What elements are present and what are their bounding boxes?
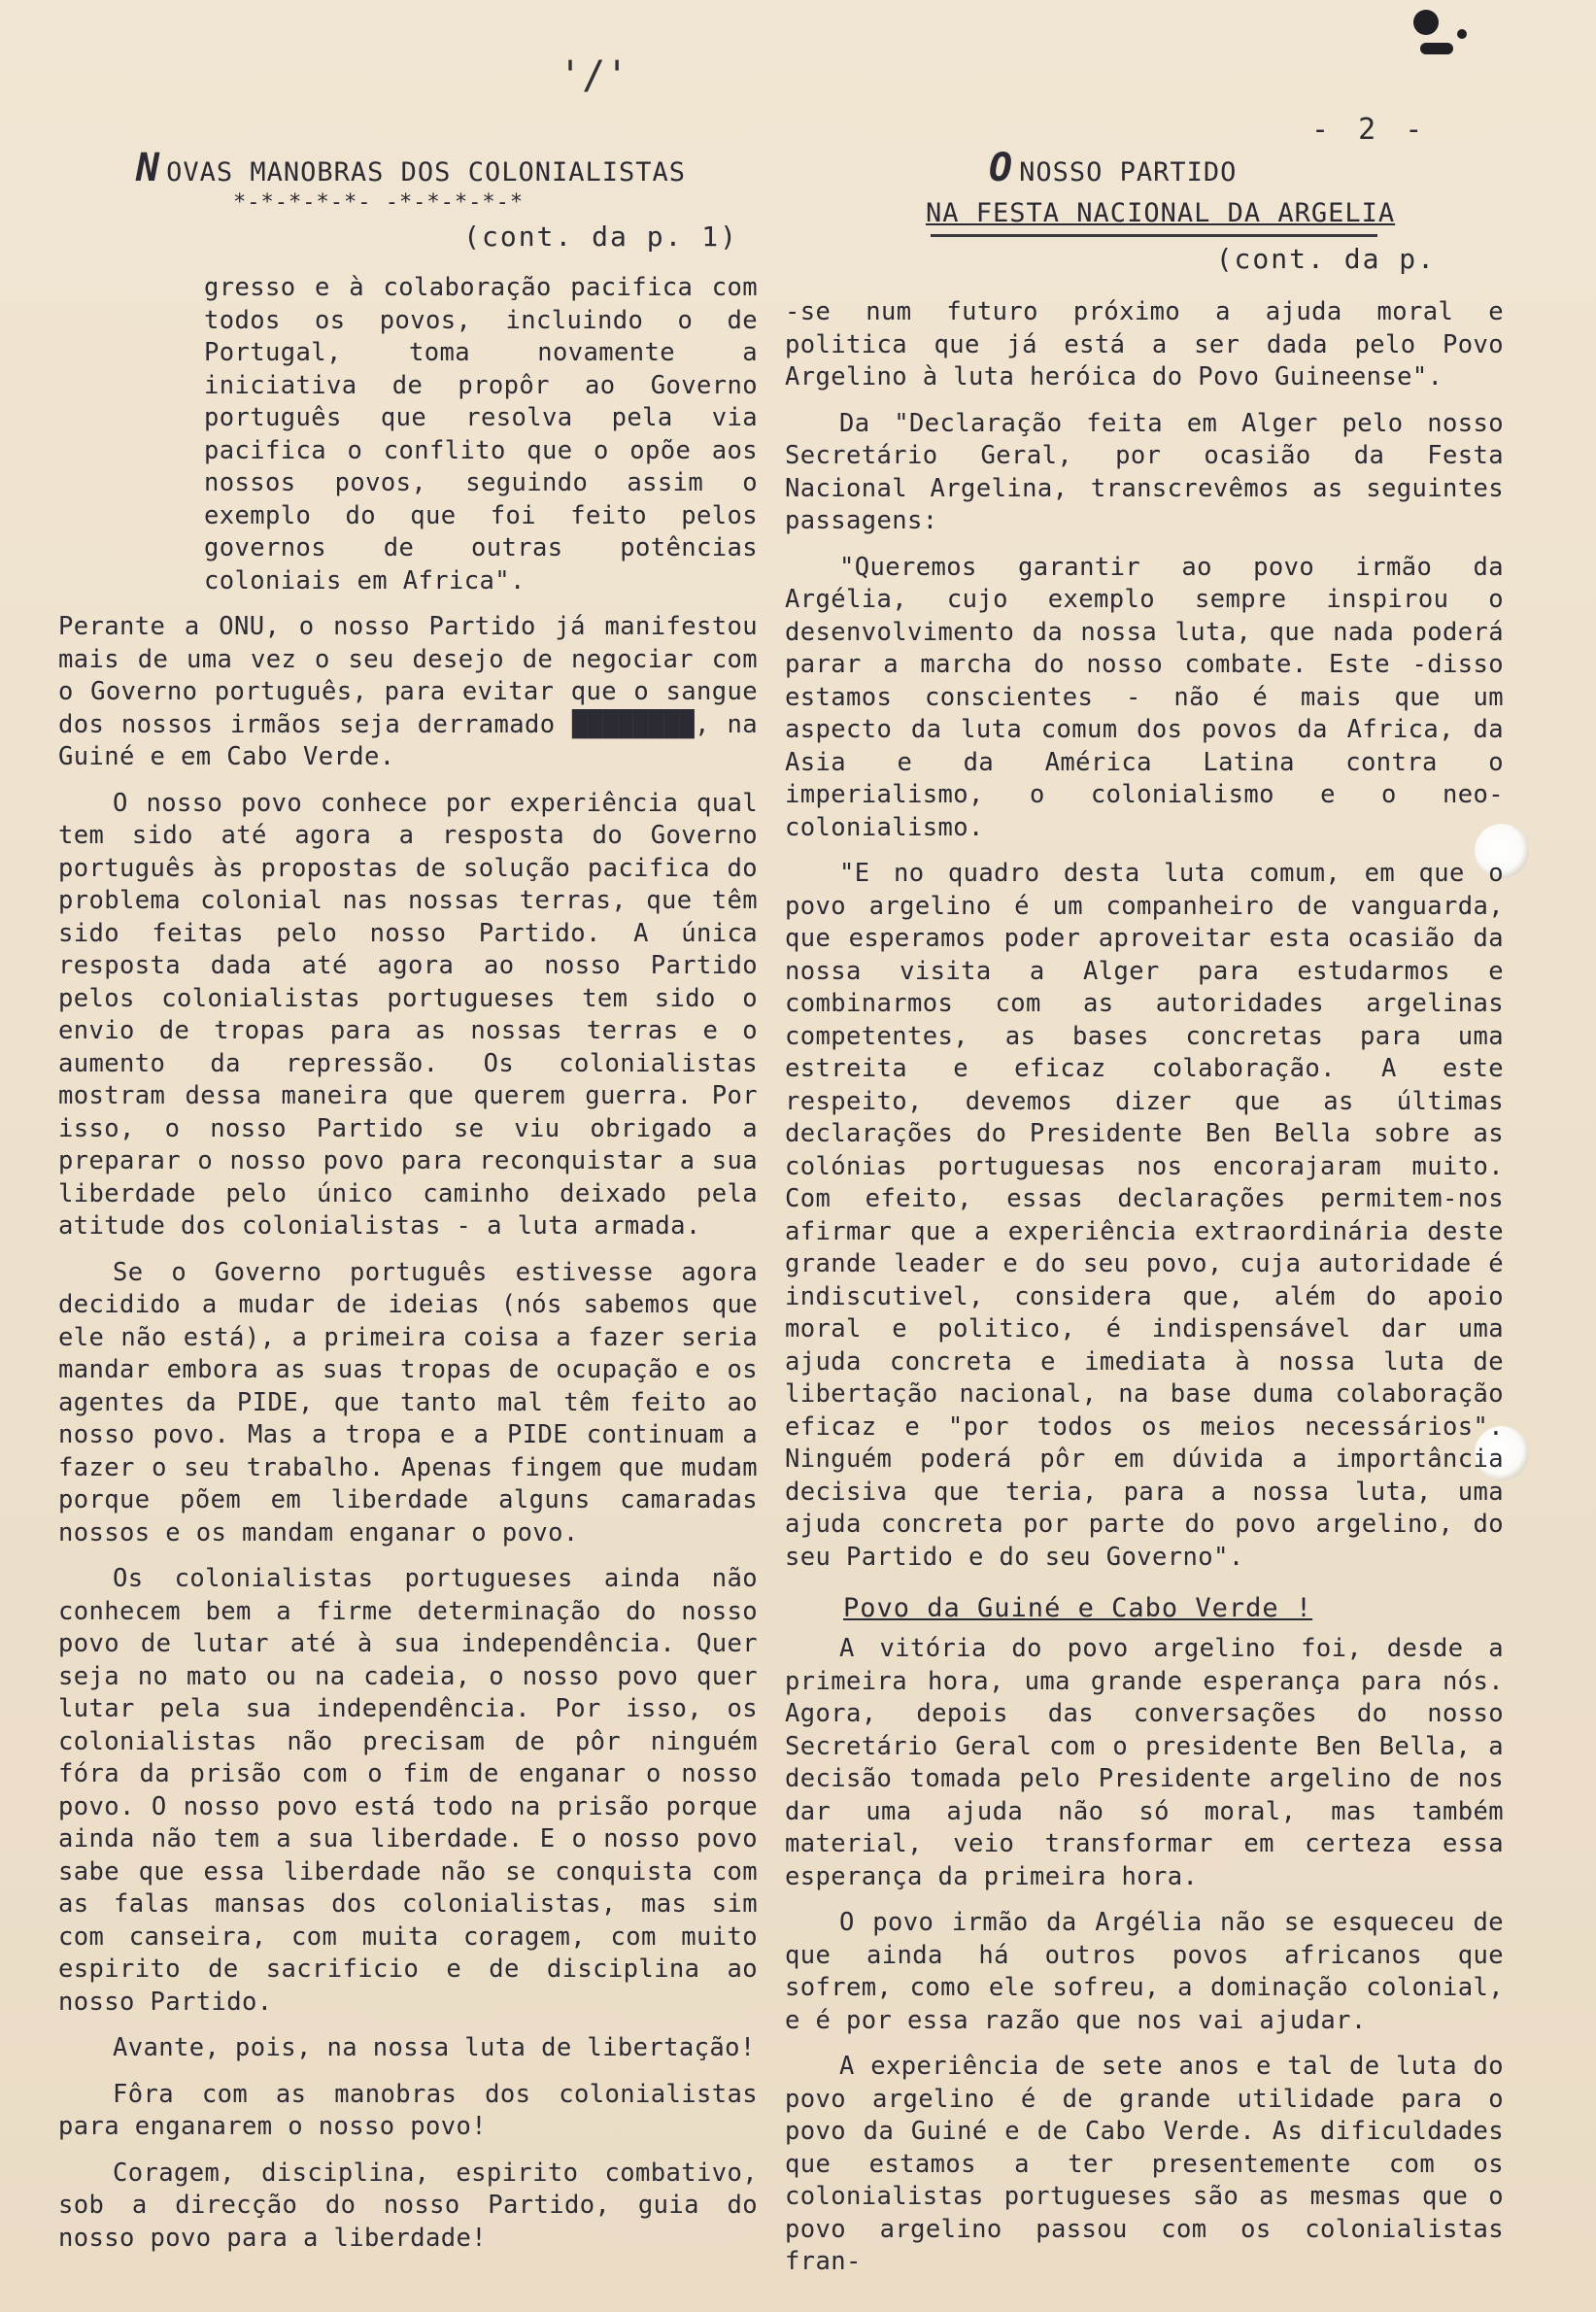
paragraph: "E no quadro desta luta comum, em que o povo argelino é um companheiro de vanguarda, que esperamos poder aproveitar esta ocasião da nossa visita a Alger para estudarmos e combinarmos com as autoridades argelinas competentes, as bases concretas para uma estreita e eficaz colaboração. A este respeito, devemos dizer que as últimas declarações do Presidente Ben Bella sobre as colónias portuguesas nos encorajaram muito. Com efeito, essas declarações permitem-nos afirmar que a experiência extraordinária deste grande leader e do seu povo, cuja autoridade é indiscutivel, considera que, além do apoio moral e politico, é indispensável dar uma ajuda concreta e imediata à nossa luta de libertação nacional, na base duma colaboração eficaz e "por todos os meios necessários". Ninguém poderá pôr em dúvida a importância decisiva que teria, para a nossa luta, uma ajuda concreta por parte do povo argelino, do seu Partido e do seu Governo". [785,859,1504,1572]
ink-stain [1457,29,1467,39]
paragraph: Fôra com as manobras dos colonialistas para enganarem o nosso povo! [58,2079,758,2141]
paragraph: -se num futuro próximo a ajuda moral e politica que já está a ser dada pelo Povo Argelino à luta heróica do Povo Guineense". [785,297,1504,391]
paragraph: gresso e à colaboração pacifica com todos os povos, incluindo o de Portugal, toma novamente a iniciativa de propôr ao Governo português que resolva pela via pacifica o conflito que o opõe aos nossos povos, seguindo assim o exemplo do que foi feito pelos governos de outras potências coloniais em Africa". [204,273,758,595]
paragraph: Da "Declaração feita em Alger pelo nosso Secretário Geral, por ocasião da Festa Nacional Argelina, transcrevêmos as seguintes passagens: [785,408,1504,535]
paragraph: Se o Governo português estivesse agora decidido a mudar de ideias (nós sabemos que ele não está), a primeira coisa a fazer seria mandar embora as suas tropas de ocupação e os agentes da PIDE, que tanto mal têm feito ao nosso povo. Mas a tropa e a PIDE continuam a fazer o seu trabalho. Apenas fingem que mudam porque põem em liberdade alguns camaradas nossos e os mandam enganar o povo. [58,1257,758,1547]
top-mark: '/' [559,53,629,98]
paragraph: Avante, pois, na nossa luta de libertação! [113,2033,756,2062]
paragraph: A experiência de sete anos e tal de luta do povo argelino é de grande utilidade para o povo da Guiné e de Cabo Verde. As dificuldades que estamos a ter presentemente com os colonialistas portugueses são as mesmas que o povo argelino passou com os colonialistas fran- [785,2052,1504,2276]
right-article-title [989,146,1504,190]
title-initial: N [136,146,161,190]
paragraph: Perante a ONU, o nosso Partido já manifestou mais de uma vez o seu desejo de negociar com o Governo português, para evitar que o sangue dos nossos irmãos seja derramado ████████, na Guiné e em Cabo Verde. [58,612,758,771]
subheading: Povo da Guiné e Cabo Verde ! [843,1593,1313,1623]
title-line1: NOSSO PARTIDO [1019,157,1238,187]
article-body [785,296,1504,2279]
paragraph: O nosso povo conhece por experiência qual tem sido até agora a resposta do Governo português às propostas de solução pacifica do problema colonial nas nossas terras, que têm sido feitas pelo nosso Partido. A única resposta dada até agora ao nosso Partido pelos colonialistas portugueses tem sido o envio de tropas para as nossas terras e o aumento da repressão. Os colonialistas mostram dessa maneira que querem guerra. Por isso, o nosso Partido se viu obrigado a preparar o nosso povo para reconquistar a sua liberdade pelo único caminho deixado pela atitude dos colonialistas - a luta armada. [58,788,758,1241]
paragraph: "Queremos garantir ao povo irmão da Argélia, cujo exemplo sempre inspirou o desenvolvimento da nossa luta, que nada poderá parar a marcha do nosso combate. Este -disso estamos conscientes - não é mais que um aspecto da luta comum dos povos da Africa, da Asia e da América Latina contra o imperialismo, o colonialismo e o neo-colonialismo. [785,552,1504,842]
paragraph: Os colonialistas portugueses ainda não conhecem bem a firme determinação do nosso povo de lutar até à sua independência. Quer seja no mato ou na cadeia, o nosso povo quer lutar pela sua independência. Por isso, os colonialistas não precisam de pôr ninguém fóra da prisão com o fim de enganar o nosso povo. O nosso povo está todo na prisão porque ainda não tem a sua liberdade. E o nosso povo sabe que essa liberdade não se conquista com as falas mansas dos colonialistas, mas sim com canseira, com muita coragem, com muito espirito de sacrificio e de disciplina ao nosso Partido. [58,1564,758,2017]
title-text: OVAS MANOBRAS DOS COLONIALISTAS [166,157,687,187]
left-article [58,146,758,2268]
ink-stain [1413,10,1439,35]
continued-note: (cont. da p. 1) [463,221,738,253]
right-article [785,146,1504,2293]
paragraph: A vitória do povo argelino foi, desde a primeira hora, uma grande esperança para nós. Agora, depois das conversações do nosso Secretário Geral com o presidente Ben Bella, a decisão tomada pelo Presidente argelino de nos dar uma ajuda não só moral, mas também material, veio transformar em certeza essa esperança da primeira hora. [785,1634,1504,1891]
title-initial: O [989,146,1014,190]
paragraph: Coragem, disciplina, espirito combativo, sob a direcção do nosso Partido, guia do nosso povo para a liberdade! [58,2158,758,2253]
page-number: - 2 - [1311,113,1429,147]
left-article-title [136,146,758,190]
right-article-title-line2: NA FESTA NACIONAL DA ARGELIA [926,198,1396,228]
continued-note: (cont. da p. [1215,243,1436,275]
title-stars: *-*-*-*-*- -*-*-*-*-* [233,190,525,215]
ink-stain [1420,43,1453,54]
title-rule [931,234,1377,237]
paragraph: O povo irmão da Argélia não se esqueceu de que ainda há outros povos africanos que sofrem, como ele sofreu, a dominação colonial, e é por essa razão que nos vai ajudar. [785,1908,1504,2035]
article-body [58,272,758,2255]
